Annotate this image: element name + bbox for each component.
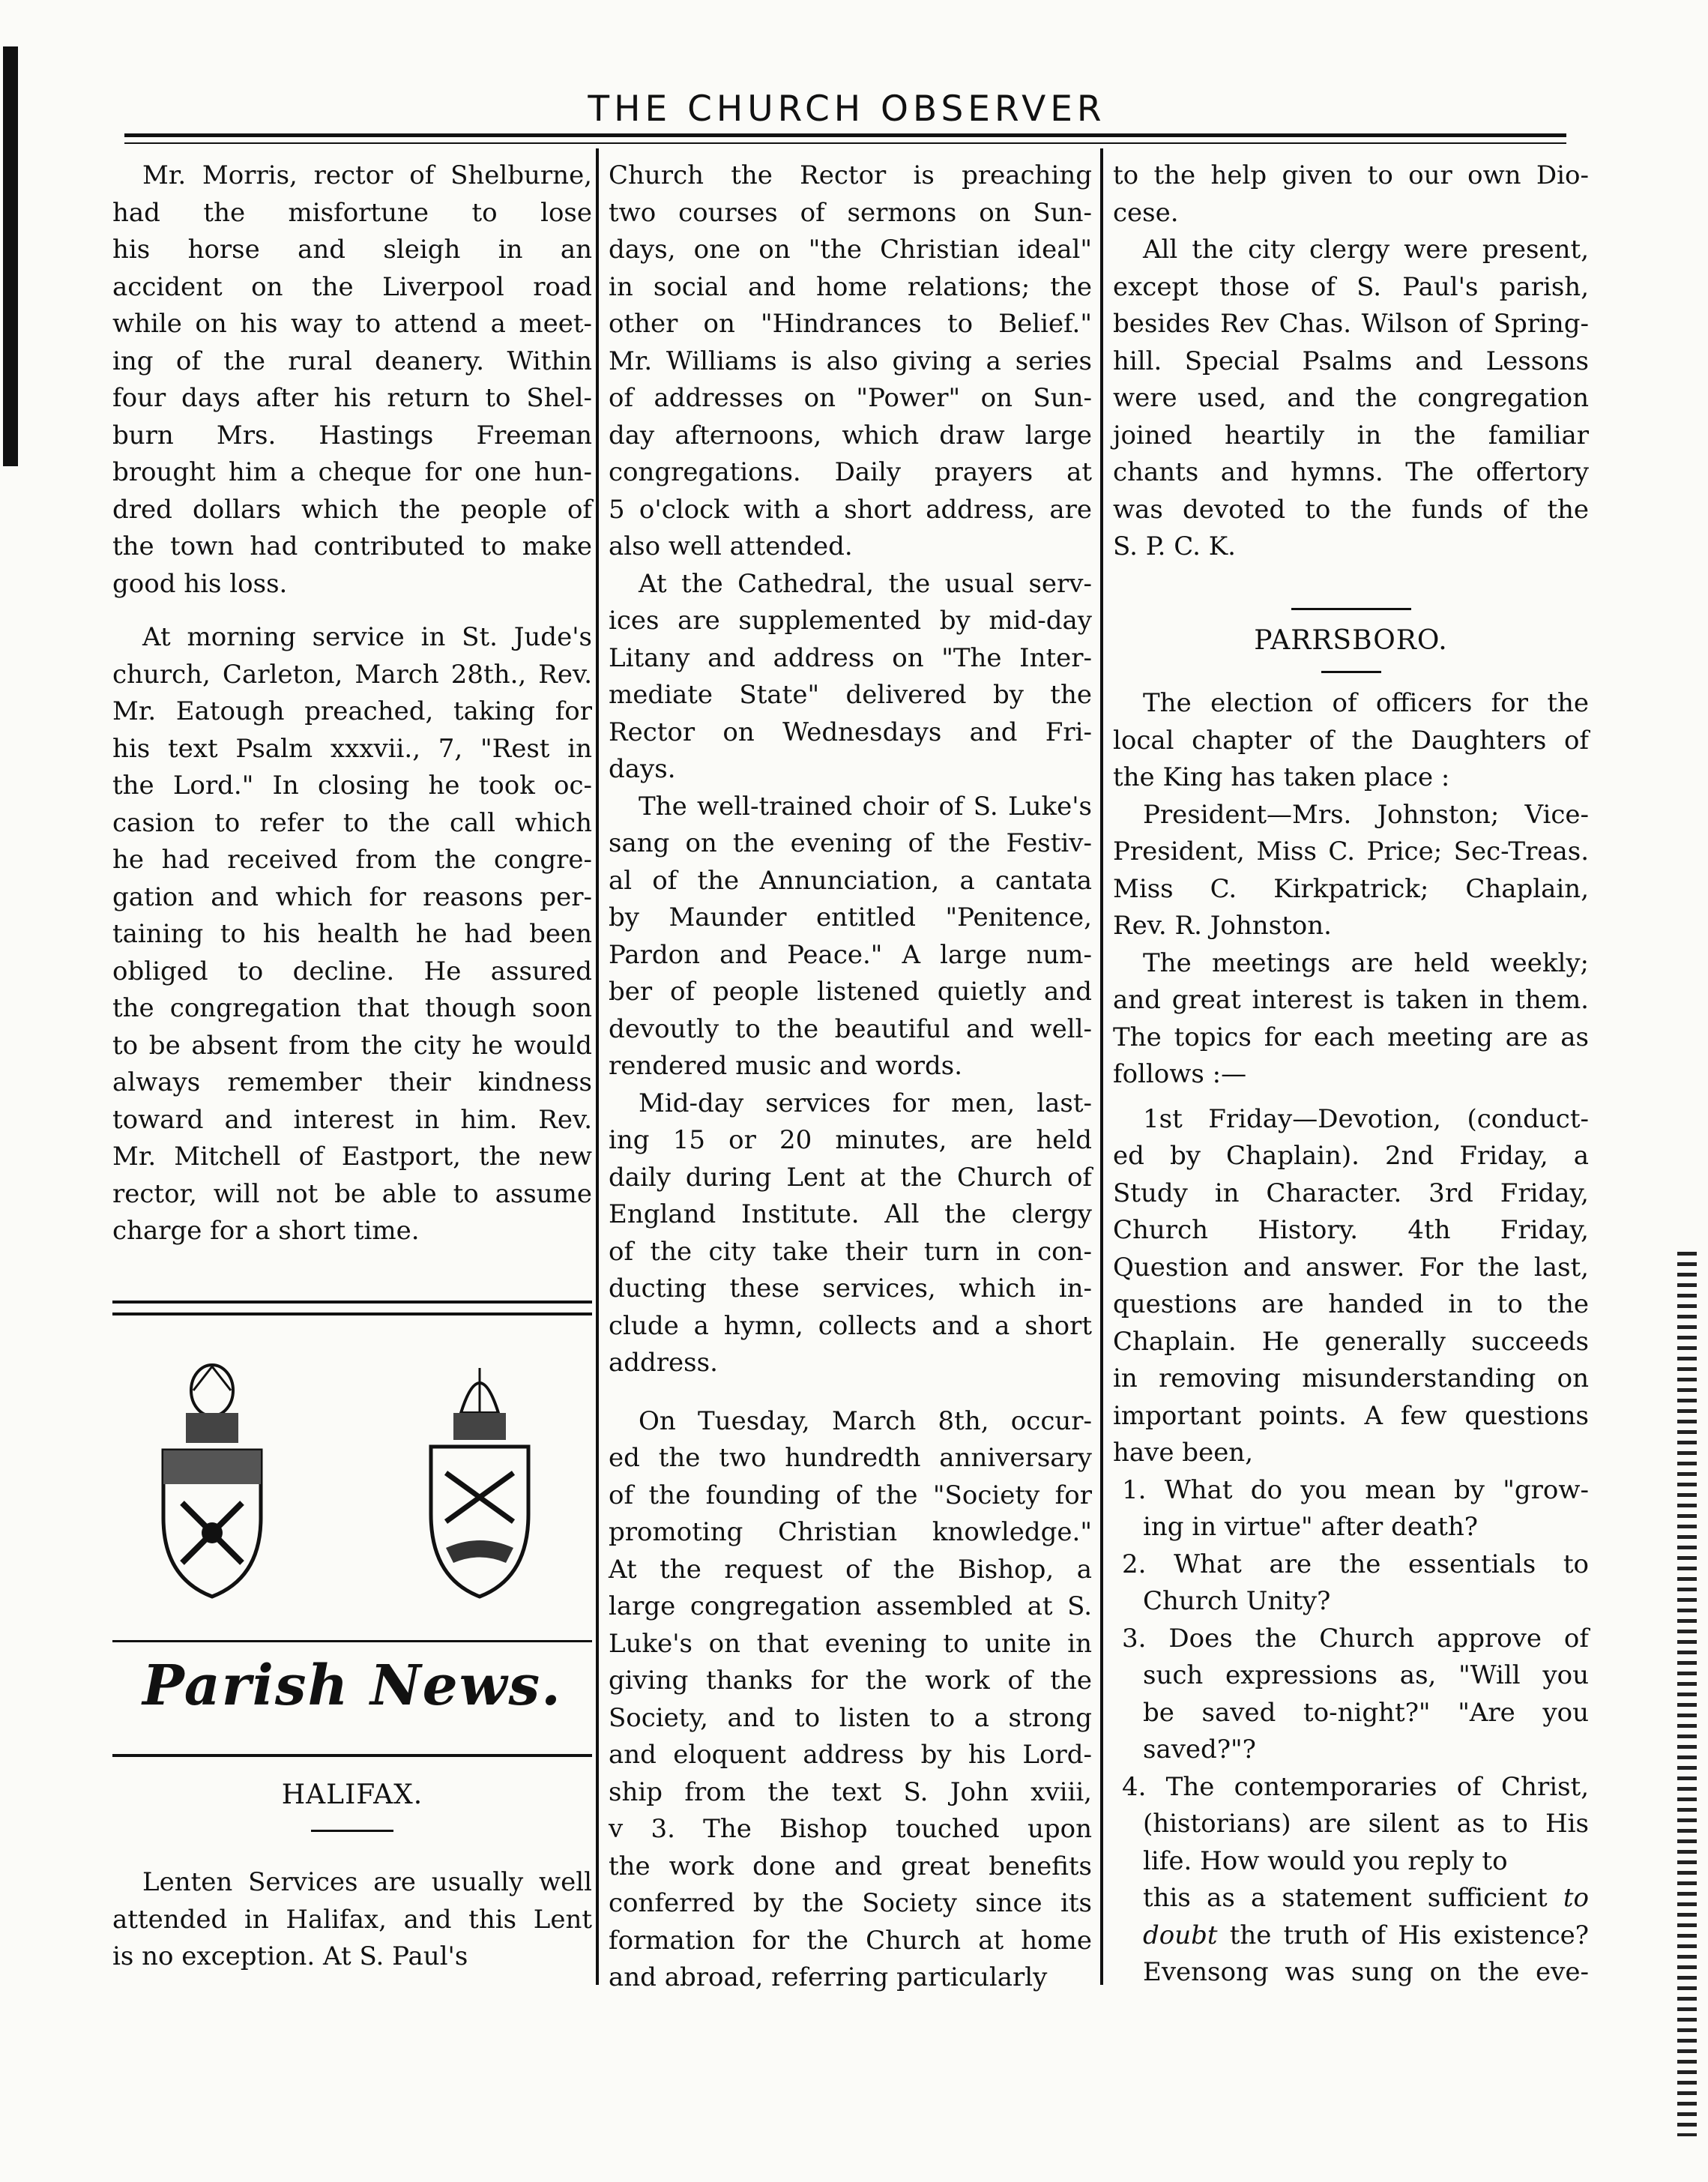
text-line: 4. The contemporaries of Christ, (1122, 1771, 1589, 1802)
text-line: of the founding of the "Society for (609, 1480, 1092, 1510)
text-line: attended in Halifax, and this Lent (112, 1904, 592, 1935)
text-line: S. P. C. K. (1113, 531, 1236, 561)
text-line: and abroad, referring particularly (609, 1962, 1048, 1992)
text-line: formation for the Church at home (609, 1925, 1092, 1956)
text-line: rector, will not be able to assume (112, 1178, 592, 1209)
text-line: The well-trained choir of S. Luke's (639, 791, 1092, 822)
parrsboro-ornament (1291, 608, 1411, 610)
text-line: (historians) are silent as to His (1143, 1809, 1589, 1839)
text-line: he had received from the congre- (112, 845, 592, 875)
masthead-rule-top (124, 133, 1566, 137)
text-line: congregations. Daily prayers at (609, 457, 1092, 487)
text-line: also well attended. (609, 531, 853, 561)
text-line: local chapter of the Daughters of (1113, 725, 1589, 756)
text-line: except those of S. Paul's parish, (1113, 271, 1589, 302)
text-line: devoutly to the beautiful and well- (609, 1013, 1092, 1044)
text-line: follows :— (1113, 1059, 1247, 1089)
text-line: charge for a short time. (112, 1216, 420, 1246)
text-line: the congregation that though soon (112, 993, 592, 1023)
question-3 (1113, 1621, 1589, 1769)
article-meetings (1113, 945, 1589, 1094)
crest-base-rule (112, 1640, 592, 1642)
text-line: ducting these services, which in- (609, 1274, 1092, 1304)
text-line: by Maunder entitled "Penitence, (609, 902, 1092, 932)
text-line: ices are supplemented by mid-day (609, 606, 1092, 636)
text-line: Mid-day services for men, last- (639, 1088, 1092, 1118)
text-line: Question and answer. For the last, (1113, 1252, 1589, 1283)
article-spck-anniversary (609, 1403, 1092, 1997)
text-line: President, Miss C. Price; Sec-Treas. (1113, 837, 1589, 867)
text-line: Mr. Mitchell of Eastport, the new (112, 1142, 592, 1172)
diocesan-crest-left-icon (148, 1360, 276, 1608)
halifax-heading: HALIFAX. (281, 1779, 423, 1810)
article-halifax-lenten (112, 1864, 592, 1976)
text-line: casion to refer to the call which (112, 807, 592, 838)
text-line: life. How would you reply to (1143, 1845, 1508, 1876)
text-line: good his loss. (112, 568, 288, 599)
text-line: ed by Chaplain). 2nd Friday, a (1113, 1141, 1589, 1171)
article-officers (1113, 797, 1589, 945)
text-line: All the city clergy were present, (1143, 235, 1589, 265)
halifax-rule (311, 1830, 393, 1832)
question-4-line-4: this as a statement sufficient to (1143, 1883, 1589, 1913)
text-line: 2. What are the essentials to (1122, 1549, 1589, 1579)
text-line: the Lord." In closing he took oc- (112, 771, 592, 801)
text-line: accident on the Liverpool road (112, 271, 592, 302)
text-line: At the request of the Bishop, a (609, 1554, 1092, 1585)
article-st-pauls (609, 157, 1092, 566)
text-line: Mr. Williams is also giving a series (609, 346, 1092, 376)
article-city-clergy (1113, 232, 1589, 566)
text-line: ed the two hundredth anniversary (609, 1443, 1092, 1473)
text-line: Chaplain. He generally succeeds (1113, 1326, 1589, 1357)
text-line: At morning service in St. Jude's (142, 622, 592, 652)
text-line: be saved to-night?" "Are you (1143, 1697, 1589, 1728)
text-line: of addresses on "Power" on Sun- (609, 383, 1092, 413)
text-line: of the city take their turn in con- (609, 1236, 1092, 1267)
text-line: The topics for each meeting are as (1113, 1022, 1589, 1052)
text-line: Rev. R. Johnston. (1113, 911, 1332, 941)
text-line: to be absent from the city he would (112, 1030, 592, 1061)
text-line: rendered music and words. (609, 1051, 962, 1081)
text-line: 1st Friday—Devotion, (conduct- (1143, 1103, 1589, 1134)
text-line: had the misfortune to lose (112, 197, 592, 228)
page-edge-binding (1677, 1252, 1697, 2136)
question-2 (1113, 1546, 1589, 1621)
text-line: his text Psalm xxxvii., 7, "Rest in (112, 733, 592, 764)
text-line: Study in Character. 3rd Friday, (1113, 1178, 1589, 1208)
text-line: is no exception. At S. Paul's (112, 1941, 468, 1971)
masthead-rule-bottom (124, 142, 1566, 144)
text-line: days, one on "the Christian ideal" (609, 235, 1092, 265)
text-line: besides Rev Chas. Wilson of Spring- (1113, 309, 1589, 339)
article-st-judes (112, 619, 592, 1250)
text-line: four days after his return to Shel- (112, 383, 592, 413)
text-line: saved?"? (1143, 1735, 1256, 1764)
text-line: the King has taken place : (1113, 762, 1450, 792)
question-4-line-5: doubt the truth of His existence? (1143, 1920, 1589, 1950)
column-divider-2 (1100, 148, 1103, 1985)
text-line: clude a hymn, collects and a short (609, 1310, 1092, 1341)
text-line: dred dollars which the people of (112, 494, 592, 525)
question-4-line-6: Evensong was sung on the eve- (1143, 1957, 1589, 1987)
text-line: Mr. Eatough preached, taking for (112, 696, 592, 726)
text-line: in removing misunderstanding on (1113, 1363, 1589, 1393)
parrsboro-rule (1321, 671, 1381, 673)
text-line: daily during Lent at the Church of (609, 1162, 1092, 1193)
text-line: large congregation assembled at S. (609, 1591, 1092, 1621)
text-line: mediate State" delivered by the (609, 680, 1092, 710)
text-line: address. (609, 1348, 718, 1378)
text-line: On Tuesday, March 8th, occur- (639, 1405, 1092, 1436)
text-line: hill. Special Psalms and Lessons (1113, 346, 1589, 376)
text-line: giving thanks for the work of the (609, 1666, 1092, 1696)
text-line: Church Unity? (1143, 1586, 1331, 1616)
article-morris (112, 157, 592, 603)
text-line: questions are handed in to the (1113, 1289, 1589, 1319)
text-line: promoting Christian knowledge." (609, 1517, 1092, 1547)
column-1 (112, 157, 592, 1250)
text-line: day afternoons, which draw large (609, 420, 1092, 450)
text-line: was devoted to the funds of the (1113, 494, 1589, 525)
text-line: toward and interest in him. Rev. (112, 1104, 592, 1135)
text-line: At the Cathedral, the usual serv- (639, 568, 1092, 599)
text-line: Miss C. Kirkpatrick; Chaplain, (1113, 873, 1589, 904)
diocesan-crest-right-icon (416, 1360, 543, 1608)
column-1-lower (112, 1301, 592, 1971)
masthead-title: THE CHURCH OBSERVER (588, 88, 1106, 130)
divider-double-rule (112, 1301, 592, 1315)
text-line: Church History. 4th Friday, (1113, 1215, 1589, 1245)
column-3 (1113, 157, 1589, 1992)
text-line: Luke's on that evening to unite in (609, 1628, 1092, 1659)
text-line: 5 o'clock with a short address, are (609, 494, 1092, 525)
text-line: Rector on Wednesdays and Fri- (609, 717, 1092, 747)
column-2 (609, 157, 1092, 1997)
text-line: such expressions as, "Will you (1143, 1660, 1589, 1690)
text-line: and great interest is taken in them. (1113, 985, 1589, 1015)
parish-news-rule (112, 1754, 592, 1757)
article-midday-services (609, 1085, 1092, 1382)
text-line: important points. A few questions (1113, 1400, 1589, 1431)
text-line: v 3. The Bishop touched upon (609, 1814, 1092, 1844)
text-line: the work done and great benefits (609, 1851, 1092, 1881)
text-line: while on his way to attend a meet- (112, 309, 592, 339)
article-daughters-election (1113, 685, 1589, 797)
text-line: ing in virtue" after death? (1143, 1512, 1479, 1542)
text-line: joined heartily in the familiar (1113, 420, 1589, 450)
article-cathedral (609, 566, 1092, 789)
question-1 (1113, 1472, 1589, 1546)
text-line: church, Carleton, March 28th., Rev. (112, 659, 592, 690)
text-line: his horse and sleigh in an (112, 235, 592, 265)
text-line: Mr. Morris, rector of Shelburne, (142, 160, 592, 190)
text-line: Litany and address on "The Inter- (609, 642, 1092, 673)
text-line: sang on the evening of the Festiv- (609, 828, 1092, 858)
text-line: England Institute. All the clergy (609, 1199, 1092, 1229)
text-line: al of the Annunciation, a cantata (609, 865, 1092, 896)
text-line: Lenten Services are usually well (142, 1867, 592, 1897)
text-line: ber of people listened quietly and (609, 977, 1092, 1007)
text-line: always remember their kindness (112, 1067, 592, 1097)
parish-news-title: Parish News. (142, 1654, 562, 1718)
text-line: chants and hymns. The offertory (1113, 457, 1589, 487)
text-line: The election of officers for the (1143, 688, 1589, 718)
text-line: Pardon and Peace." A large num- (609, 939, 1092, 970)
text-line: President—Mrs. Johnston; Vice- (1143, 799, 1589, 830)
text-line: gation and which for reasons per- (112, 881, 592, 912)
text-line: ing 15 or 20 minutes, are held (609, 1125, 1092, 1155)
text-line: The meetings are held weekly; (1143, 947, 1589, 978)
column-divider-1 (596, 148, 599, 1985)
text-line: cese. (1113, 197, 1179, 228)
article-spck-continued (1113, 157, 1589, 232)
text-line: to the help given to our own Dio- (1113, 160, 1589, 190)
article-st-lukes-choir (609, 789, 1092, 1085)
text-line: conferred by the Society since its (609, 1888, 1092, 1918)
question-4 (1113, 1769, 1589, 1881)
text-line: other on "Hindrances to Belief." (609, 309, 1092, 339)
text-line: the town had contributed to make (112, 531, 592, 561)
text-line: and eloquent address by his Lord- (609, 1740, 1092, 1770)
text-line: Church the Rector is preaching (609, 160, 1092, 190)
text-line: taining to his health he had been (112, 919, 592, 949)
text-line: burn Mrs. Hastings Freeman (112, 420, 592, 450)
text-line: obliged to decline. He assured (112, 956, 592, 986)
text-line: ship from the text S. John xviii, (609, 1776, 1092, 1807)
text-line: ing of the rural deanery. Within (112, 346, 592, 376)
text-line: Society, and to listen to a strong (609, 1702, 1092, 1733)
text-line: brought him a cheque for one hun- (112, 457, 592, 487)
parrsboro-heading: PARRSBORO. (1254, 624, 1448, 656)
text-line: 1. What do you mean by "grow- (1122, 1474, 1589, 1505)
text-line: days. (609, 754, 676, 784)
text-line: have been, (1113, 1438, 1254, 1468)
text-line: in social and home relations; the (609, 271, 1092, 302)
article-topics (1113, 1101, 1589, 1472)
text-line: 3. Does the Church approve of (1122, 1623, 1589, 1654)
text-line: two courses of sermons on Sun- (609, 197, 1092, 228)
page-edge-shadow (3, 46, 18, 466)
text-line: were used, and the congregation (1113, 383, 1589, 413)
